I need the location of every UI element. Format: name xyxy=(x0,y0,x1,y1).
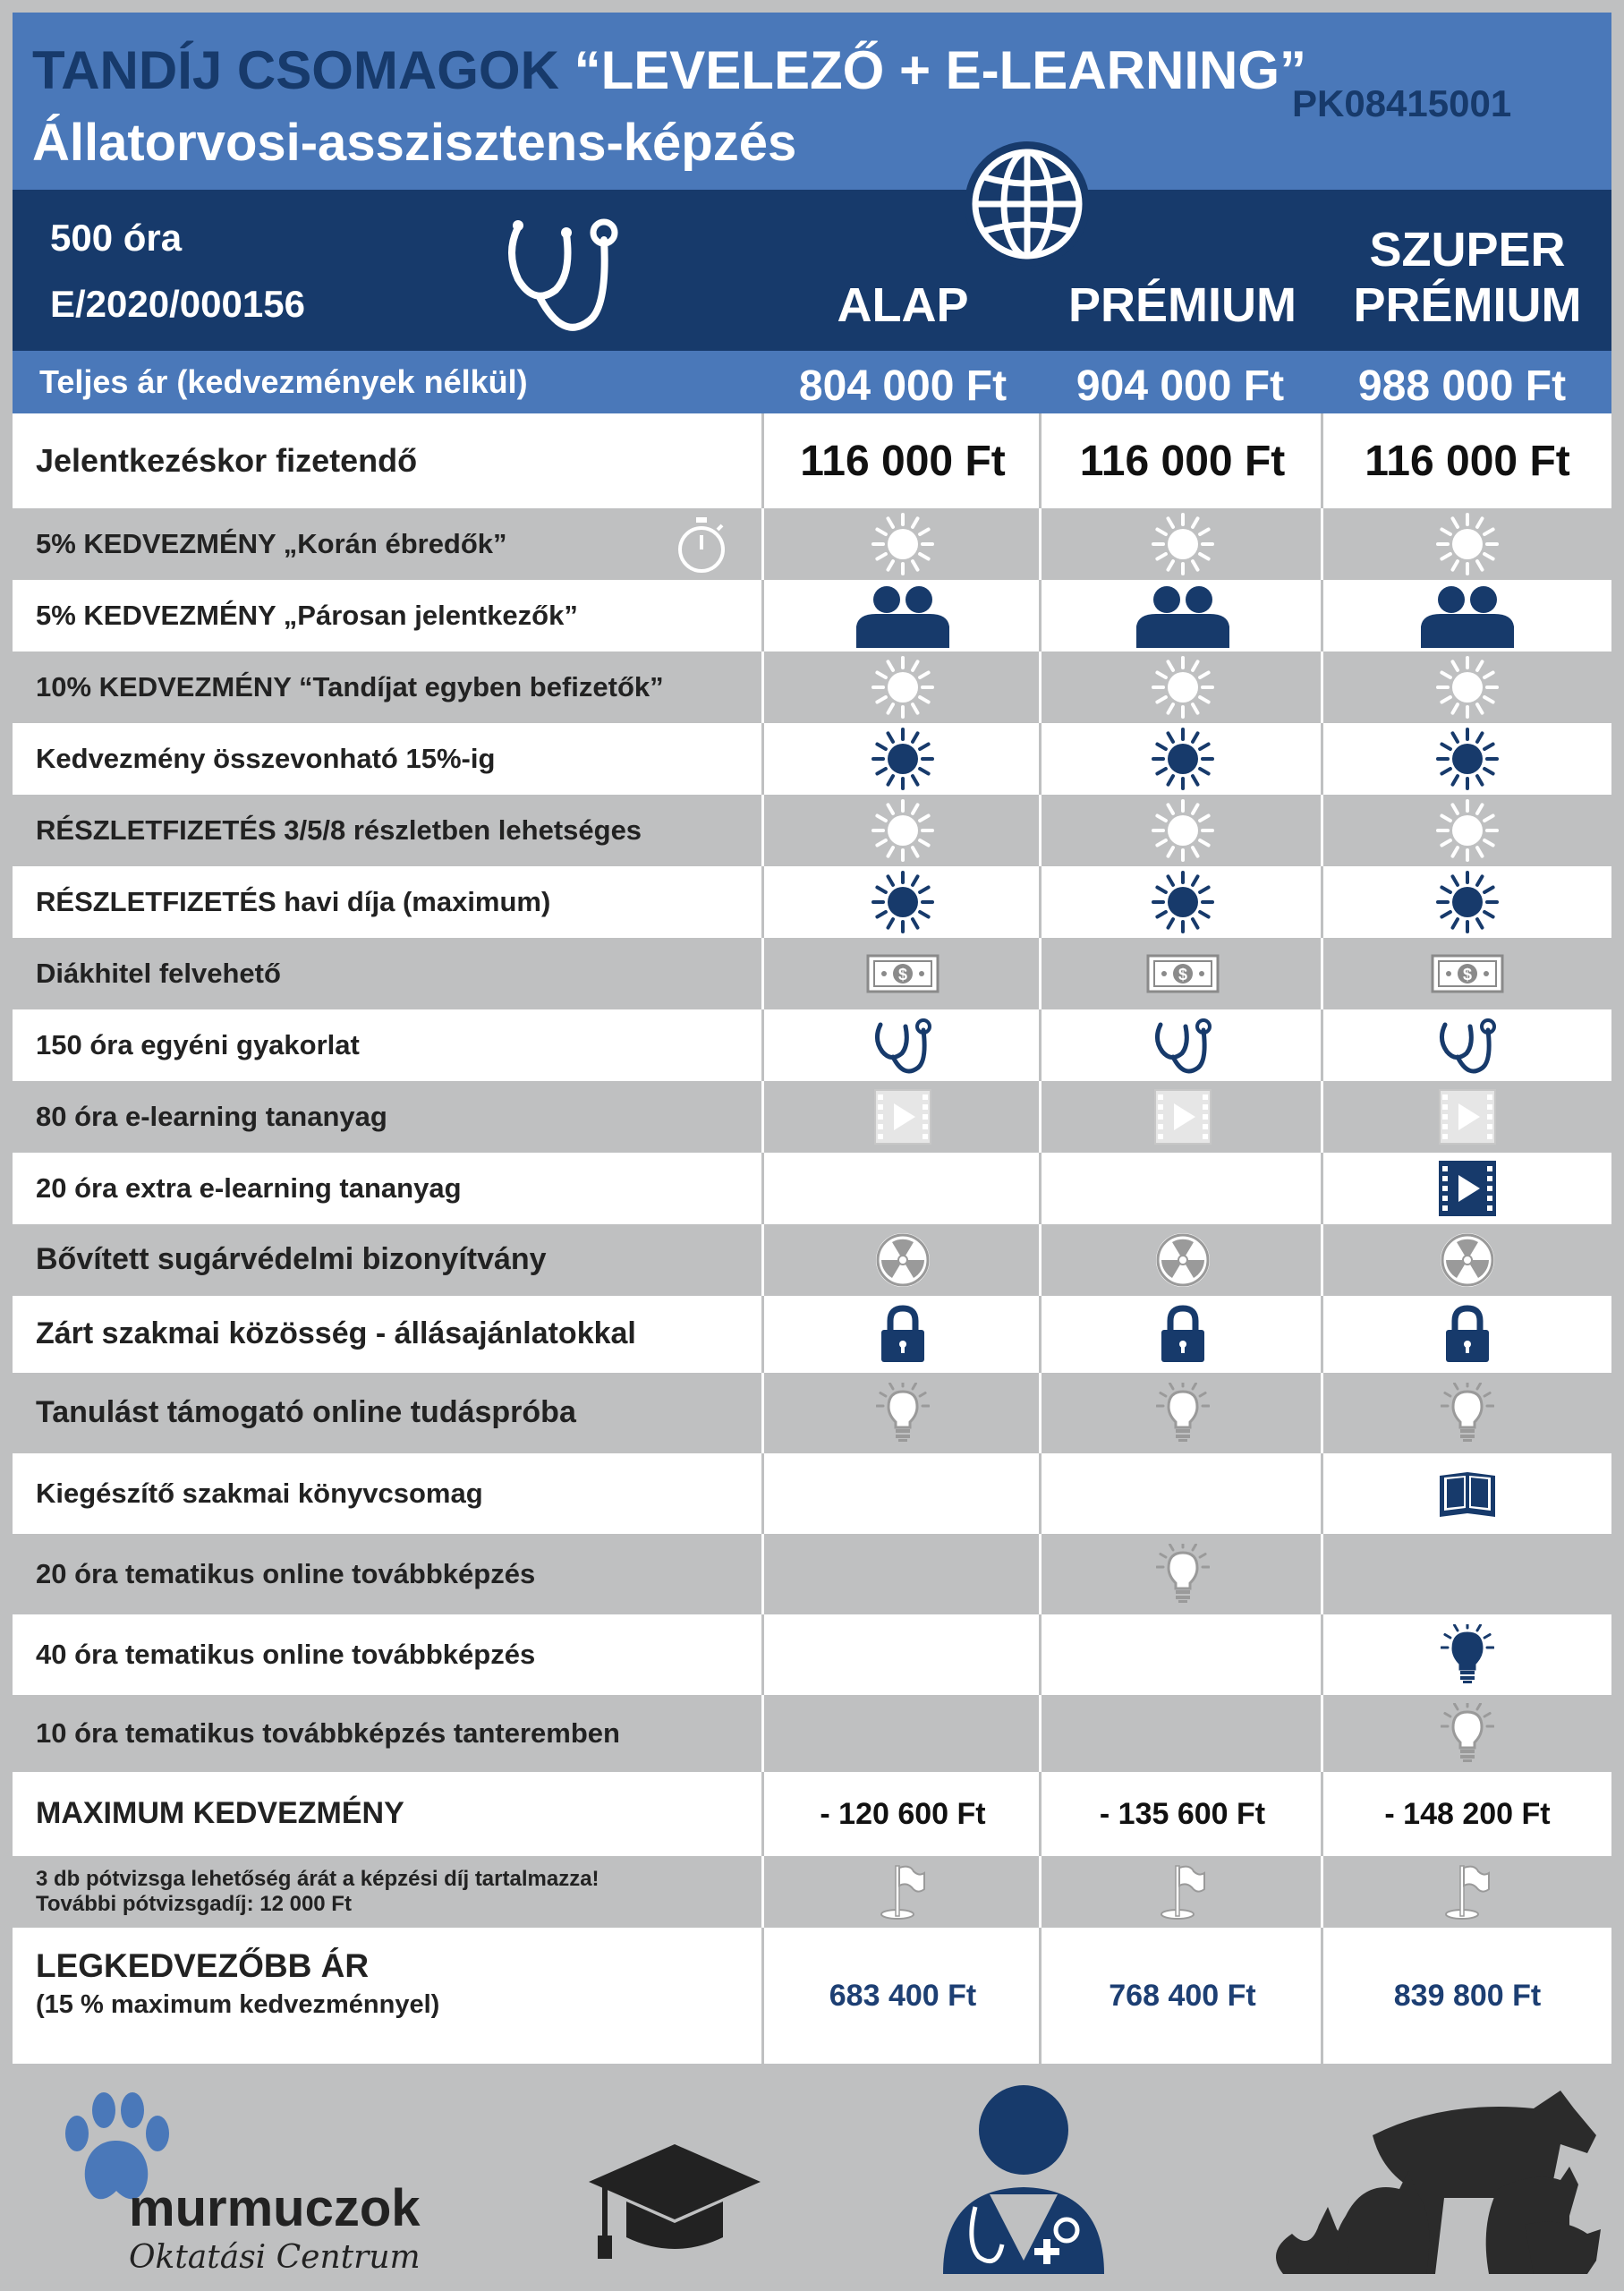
price-cell xyxy=(1323,1928,1611,2064)
stethoscope-icon xyxy=(1323,1009,1611,1081)
flag-icon xyxy=(1042,1856,1323,1928)
sun-white-icon xyxy=(1042,508,1323,580)
stethoscope-header-icon xyxy=(500,208,625,342)
sun-white-icon xyxy=(764,795,1042,866)
table-row xyxy=(13,1856,1611,1928)
row-label: Tanulást támogató online tudáspróba xyxy=(36,1395,576,1430)
row-label: Zárt szakmai közösség - állásajánlatokkal xyxy=(36,1316,636,1351)
people-icon xyxy=(764,580,1042,652)
radiation-icon xyxy=(764,1224,1042,1296)
people-icon xyxy=(1042,580,1323,652)
table-row xyxy=(13,1614,1611,1695)
registration-number: E/2020/000156 xyxy=(50,283,305,325)
price-value: 683 400 Ft xyxy=(829,1978,977,2013)
svg-text:$: $ xyxy=(897,966,908,984)
stethoscope-icon xyxy=(1042,1009,1323,1081)
sun-dark-icon xyxy=(1323,866,1611,938)
full-price-row xyxy=(13,351,1611,413)
price-value: 116 000 Ft xyxy=(1079,437,1286,485)
price-cell xyxy=(1323,413,1611,508)
sun-white-icon xyxy=(1323,508,1611,580)
table-row xyxy=(13,1296,1611,1373)
price-value: 116 000 Ft xyxy=(1365,437,1570,485)
table-row xyxy=(13,1534,1611,1614)
hours-label: 500 óra xyxy=(50,217,183,259)
row-label: Bővített sugárvédelmi bizonyítvány xyxy=(36,1242,547,1277)
table-row xyxy=(13,1224,1611,1296)
price-table-poster xyxy=(13,13,1611,2278)
plan-szuper-line1: SZUPER xyxy=(1369,223,1566,277)
sun-white-icon xyxy=(1042,795,1323,866)
empty-cell xyxy=(764,1453,1042,1534)
plan-szuper-premium xyxy=(1323,222,1611,333)
row-label: 150 óra egyéni gyakorlat xyxy=(36,1029,360,1061)
row-label-line1: 3 db pótvizsga lehetőség árát a képzési díj tartalmazza! xyxy=(36,1867,599,1891)
empty-cell xyxy=(1042,1153,1323,1224)
row-label: Kiegészítő szakmai könyvcsomag xyxy=(36,1478,483,1510)
plan-header xyxy=(13,190,1611,351)
plan-szuper-line2: PRÉMIUM xyxy=(1353,278,1582,332)
video-light-icon xyxy=(1042,1081,1323,1153)
sun-dark-icon xyxy=(1323,723,1611,795)
row-label-line1: LEGKEDVEZŐBB ÁR xyxy=(36,1947,370,1984)
full-price-alap: 804 000 Ft xyxy=(798,362,1008,410)
sun-white-icon xyxy=(1042,652,1323,723)
row-label xyxy=(36,1867,599,1917)
sun-dark-icon xyxy=(764,723,1042,795)
row-label: MAXIMUM KEDVEZMÉNY xyxy=(36,1796,404,1831)
empty-cell xyxy=(764,1534,1042,1614)
table-row xyxy=(13,795,1611,866)
banknote-icon xyxy=(1323,938,1611,1009)
bulb-light-icon xyxy=(1042,1373,1323,1453)
lock-icon xyxy=(764,1296,1042,1373)
price-value: 839 800 Ft xyxy=(1393,1978,1542,2013)
flag-icon xyxy=(1323,1856,1611,1928)
globe-icon xyxy=(961,138,1093,270)
row-label-line2: (15 % maximum kedvezménnyel) xyxy=(36,1990,440,2019)
price-cell xyxy=(764,413,1042,508)
row-label-line2: További pótvizsgadíj: 12 000 Ft xyxy=(36,1892,352,1916)
price-cell xyxy=(1042,1772,1323,1856)
full-price-premium: 904 000 Ft xyxy=(1076,362,1285,410)
table-row xyxy=(13,1928,1611,2064)
price-cell xyxy=(764,1928,1042,2064)
table-row xyxy=(13,1772,1611,1856)
page-title: TANDÍJ CSOMAGOK “LEVELEZŐ + E-LEARNING” xyxy=(32,40,1306,100)
course-name: Állatorvosi-asszisztens-képzés xyxy=(32,114,797,172)
row-label: 10% KEDVEZMÉNY “Tandíjat egyben befizetők” xyxy=(36,671,664,703)
sun-dark-icon xyxy=(1042,866,1323,938)
row-label: 20 óra extra e-learning tananyag xyxy=(36,1172,462,1205)
sun-dark-icon xyxy=(1042,723,1323,795)
empty-cell xyxy=(764,1695,1042,1772)
table-row xyxy=(13,1081,1611,1153)
brand-subtitle: Oktatási Centrum xyxy=(129,2239,421,2276)
animals-silhouette-icon xyxy=(1265,2082,1605,2274)
price-value: - 135 600 Ft xyxy=(1099,1796,1266,1831)
bulb-light-icon xyxy=(1323,1695,1611,1772)
row-label: 20 óra tematikus online továbbképzés xyxy=(36,1558,536,1590)
row-label: RÉSZLETFIZETÉS 3/5/8 részletben lehetséges xyxy=(36,814,642,847)
sun-white-icon xyxy=(1323,795,1611,866)
empty-cell xyxy=(764,1614,1042,1695)
table-row xyxy=(13,938,1611,1009)
empty-cell xyxy=(1323,1534,1611,1614)
sun-white-icon xyxy=(1323,652,1611,723)
price-value: 116 000 Ft xyxy=(800,437,1006,485)
price-cell xyxy=(764,1772,1042,1856)
row-label: 10 óra tematikus továbbképzés tanteremben xyxy=(36,1717,620,1750)
lock-icon xyxy=(1042,1296,1323,1373)
full-price-label: Teljes ár (kedvezmények nélkül) xyxy=(39,363,528,400)
stethoscope-icon xyxy=(764,1009,1042,1081)
video-light-icon xyxy=(1323,1081,1611,1153)
flag-icon xyxy=(764,1856,1042,1928)
video-dark-icon xyxy=(1323,1153,1611,1224)
row-label: Kedvezmény összevonható 15%-ig xyxy=(36,743,496,775)
radiation-icon xyxy=(1042,1224,1323,1296)
table-row xyxy=(13,508,1611,580)
sun-white-icon xyxy=(764,508,1042,580)
row-label xyxy=(36,1947,439,2020)
video-light-icon xyxy=(764,1081,1042,1153)
people-icon xyxy=(1323,580,1611,652)
bulb-dark-icon xyxy=(1323,1614,1611,1695)
plan-premium: PRÉMIUM xyxy=(1068,278,1297,332)
lock-icon xyxy=(1323,1296,1611,1373)
row-label: 80 óra e-learning tananyag xyxy=(36,1101,387,1133)
price-value: - 148 200 Ft xyxy=(1384,1796,1551,1831)
radiation-icon xyxy=(1323,1224,1611,1296)
table-row xyxy=(13,1153,1611,1224)
empty-cell xyxy=(1042,1614,1323,1695)
full-price-szuper: 988 000 Ft xyxy=(1357,362,1567,410)
table-row xyxy=(13,723,1611,795)
table-row xyxy=(13,866,1611,938)
table-row xyxy=(13,1373,1611,1453)
svg-text:$: $ xyxy=(1178,966,1187,984)
banknote-icon xyxy=(764,938,1042,1009)
title-banner xyxy=(13,13,1611,190)
banknote-icon xyxy=(1042,938,1323,1009)
table-row xyxy=(13,1009,1611,1081)
empty-cell xyxy=(1042,1453,1323,1534)
table-row xyxy=(13,413,1611,508)
empty-cell xyxy=(764,1153,1042,1224)
price-cell xyxy=(1042,413,1323,508)
book-icon xyxy=(1323,1453,1611,1534)
price-cell xyxy=(1042,1928,1323,2064)
row-label: 40 óra tematikus online továbbképzés xyxy=(36,1639,536,1671)
footer xyxy=(13,2064,1611,2278)
brand-name: murmuczok xyxy=(129,2179,421,2237)
sun-dark-icon xyxy=(764,866,1042,938)
bulb-light-icon xyxy=(1042,1534,1323,1614)
course-code: PK08415001 xyxy=(1292,82,1512,124)
vet-doctor-icon xyxy=(934,2082,1113,2274)
table-row xyxy=(13,580,1611,652)
empty-cell xyxy=(1042,1695,1323,1772)
row-label: 5% KEDVEZMÉNY „Korán ébredők” xyxy=(36,528,507,560)
bulb-light-icon xyxy=(1323,1373,1611,1453)
row-label: RÉSZLETFIZETÉS havi díja (maximum) xyxy=(36,886,551,918)
row-label: Jelentkezéskor fizetendő xyxy=(36,442,418,480)
sun-white-icon xyxy=(764,652,1042,723)
svg-text:$: $ xyxy=(1462,966,1473,984)
stopwatch-icon xyxy=(675,515,728,575)
table-row xyxy=(13,1695,1611,1772)
plan-alap: ALAP xyxy=(837,278,969,332)
price-cell xyxy=(1323,1772,1611,1856)
row-label: 5% KEDVEZMÉNY „Párosan jelentkezők” xyxy=(36,600,578,632)
bulb-light-icon xyxy=(764,1373,1042,1453)
graduation-cap-icon xyxy=(585,2135,764,2261)
price-value: 768 400 Ft xyxy=(1109,1978,1256,2013)
price-value: - 120 600 Ft xyxy=(820,1796,986,1831)
table-row xyxy=(13,1453,1611,1534)
table-row xyxy=(13,652,1611,723)
row-label: Diákhitel felvehető xyxy=(36,958,281,990)
